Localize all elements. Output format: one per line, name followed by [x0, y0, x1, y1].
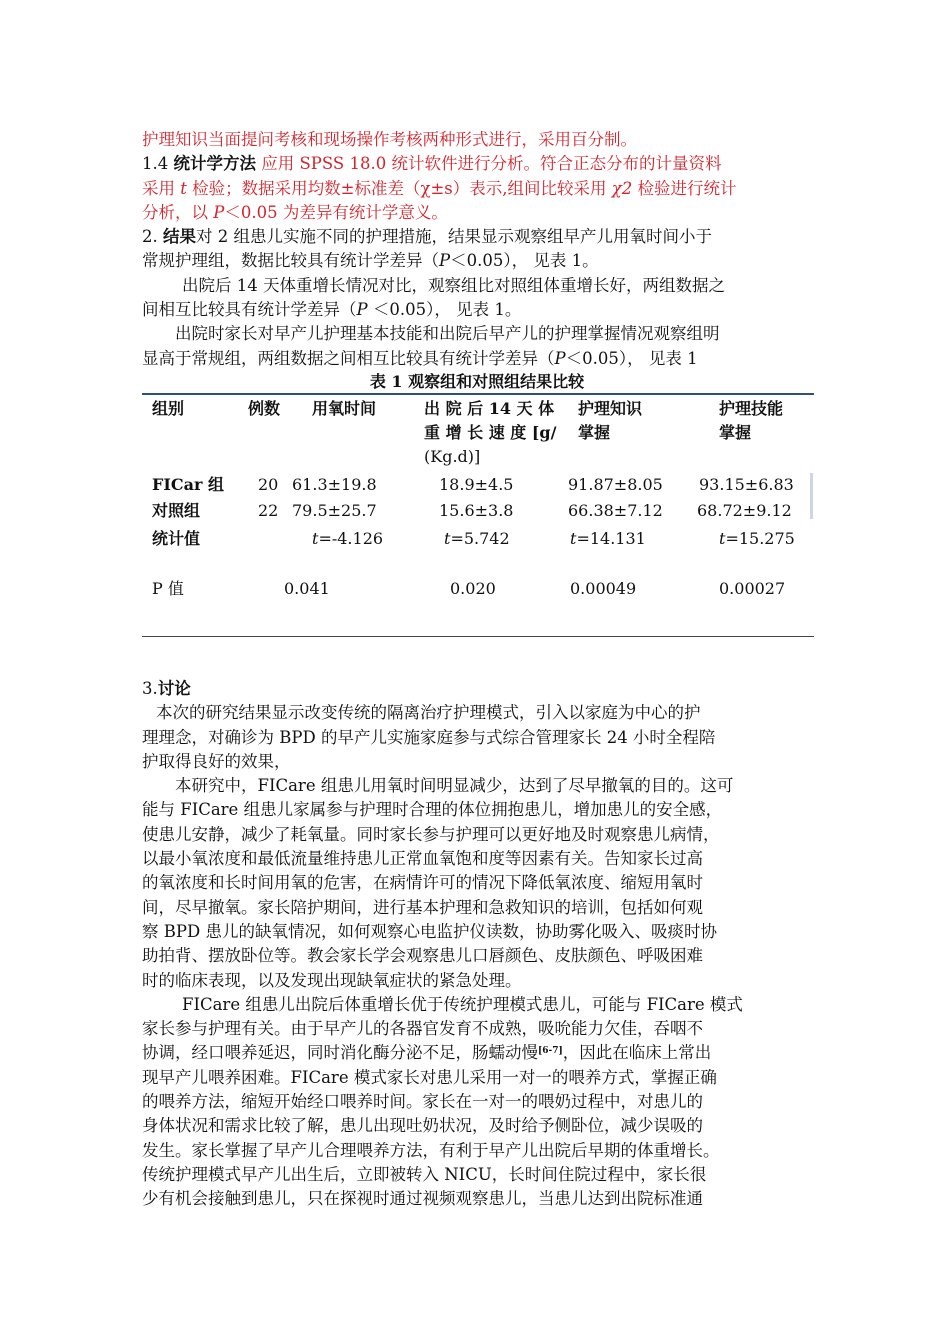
discussion-p3-line: 的喂养方法，缩短开始经口喂养时间。家长在一对一的喂奶过程中，对患儿的	[142, 1092, 703, 1112]
p-symbol: P	[554, 348, 566, 368]
row1-count: 20	[258, 474, 279, 494]
p-symbol: P	[439, 251, 451, 271]
section-1-4-line3	[142, 201, 812, 225]
section-2-p2-line2	[142, 298, 812, 322]
row2-group: 对照组	[152, 500, 201, 520]
stat-skill	[719, 527, 795, 551]
results-table	[142, 393, 814, 639]
discussion-p3-line: 传统护理模式早产儿出生后，立即被转入 NICU，长时间住院过程中，家长很	[142, 1164, 707, 1184]
t-symbol: t	[570, 528, 577, 548]
stat-knowledge	[570, 527, 646, 551]
text-run: 检验；数据采用均数±标准差（χ±s）表示,组间比较采用	[186, 178, 612, 198]
discussion-p3-line: 家长参与护理有关。由于早产儿的各器官发育不成熟，吸吮能力欠佳，吞咽不	[142, 1019, 703, 1039]
citation-ref: [6-7]	[538, 1046, 563, 1057]
section-2-line2	[142, 249, 812, 273]
discussion-p3-line: 现早产儿喂养困难。FICare 模式家长对患儿采用一对一的喂养方式，掌握正确	[142, 1067, 717, 1087]
stat-value: =5.742	[450, 528, 510, 548]
chi-symbol: χ2	[611, 178, 633, 198]
stat-oxygen	[312, 527, 383, 551]
section-1-4-line1	[142, 152, 812, 176]
header-knowledge-line2: 掌握	[578, 422, 611, 442]
row1-group: FICar 组	[152, 474, 224, 494]
discussion-p2-line: 察 BPD 患儿的缺氧情况，如何观察心电监护仪读数，协助雾化吸入、吸痰时协	[142, 921, 717, 941]
text-run: ＜0.05）， 见表 1	[565, 348, 698, 368]
discussion-p3-line: FICare 组患儿出院后体重增长优于传统护理模式患儿，可能与 FICare 模式	[182, 994, 743, 1014]
table-bottom-rule	[142, 636, 814, 637]
discussion-p2-line: 使患儿安静，减少了耗氧量。同时家长参与护理可以更好地及时观察患儿病情，	[142, 824, 720, 844]
section-2-number: 2.	[142, 227, 163, 247]
text-run: 检验进行统计	[632, 178, 737, 198]
discussion-p3-line	[142, 1041, 812, 1065]
section-1-4-title: 统计学方法	[173, 154, 256, 174]
text-run: ＜0.05）， 见表 1。	[367, 300, 522, 320]
p-symbol: P	[356, 300, 368, 320]
table-side-marker	[810, 473, 813, 519]
section-3-number: 3.	[142, 678, 158, 698]
p-symbol: P	[213, 202, 225, 222]
header-weight-text: 重 增 长 速 度 [g/	[424, 422, 557, 442]
section-1-4-text1: 应用 SPSS 18.0 统计软件进行分析。符合正态分布的计量资料	[256, 154, 722, 174]
section-2-line1	[142, 225, 812, 249]
section-2-p2-line1: 出院后 14 天体重增长情况对比，观察组比对照组体重增长好，两组数据之	[182, 275, 725, 295]
row1-skill: 93.15±6.83	[699, 474, 794, 494]
p-knowledge: 0.00049	[570, 578, 637, 598]
stat-weight	[444, 527, 510, 551]
discussion-p2-line: 助拍背、摆放卧位等。教会家长学会观察患儿口唇颜色、皮肤颜色、呼吸困难	[142, 946, 703, 966]
text-run: 显高于常规组，两组数据之间相互比较具有统计学差异（	[142, 348, 555, 368]
header-weight-line1: 出 院 后 14 天 体	[424, 398, 555, 418]
section-1-4-line2	[142, 177, 812, 201]
discussion-p2-line: 能与 FICare 组患儿家属参与护理时合理的体位拥抱患儿，增加患儿的安全感，	[142, 800, 723, 820]
row2-knowledge: 66.38±7.12	[568, 500, 663, 520]
stat-value: =14.131	[576, 528, 646, 548]
section-3-title: 讨论	[157, 678, 191, 698]
document-page	[142, 128, 812, 1212]
header-skill-line1: 护理技能	[719, 398, 784, 418]
t-symbol: t	[719, 528, 726, 548]
stat-value: =-4.126	[318, 528, 384, 548]
stat-label: 统计值	[152, 528, 201, 548]
text-run: 分析，以	[142, 202, 214, 222]
discussion-p1-line: 护取得良好的效果，	[142, 751, 291, 771]
discussion-p2-line: 本研究中，FICare 组患儿用氧时间明显减少，达到了尽早撤氧的目的。这可	[175, 776, 734, 796]
header-group: 组别	[152, 398, 185, 418]
header-oxygen: 用氧时间	[312, 398, 377, 418]
section-3-heading	[142, 677, 812, 701]
header-weight-line2	[424, 421, 556, 445]
stat-value: =15.275	[725, 528, 795, 548]
p-label: P 值	[152, 578, 184, 598]
section-2-title: 结果	[163, 227, 196, 247]
row1-oxygen: 61.3±19.8	[292, 474, 377, 494]
t-symbol: t	[180, 178, 187, 198]
row2-weight: 15.6±3.8	[439, 500, 514, 520]
header-skill-line2: 掌握	[719, 422, 752, 442]
p-skill: 0.00027	[719, 578, 786, 598]
discussion-p2-line: 以最小氧浓度和最低流量维持患儿正常血氧饱和度等因素有关。告知家长过高	[142, 849, 703, 869]
header-weight-line3: (Kg.d)]	[424, 446, 481, 466]
text-run: 协调，经口喂养延迟，同时消化酶分泌不足，肠蠕动慢	[142, 1043, 538, 1063]
table-caption: 表 1 观察组和对照组结果比较	[369, 371, 585, 391]
text-run: ＜0.05）， 见表 1。	[450, 251, 599, 271]
row1-weight: 18.9±4.5	[439, 474, 514, 494]
t-symbol: t	[312, 528, 319, 548]
row2-count: 22	[258, 500, 279, 520]
discussion-p2-line: 间，尽早撤氧。家长陪护期间，进行基本护理和急救知识的培训，包括如何观	[142, 897, 703, 917]
text-run: 间相互比较具有统计学差异（	[142, 300, 357, 320]
discussion-p2-line: 时的临床表现，以及发现出现缺氧症状的紧急处理。	[142, 970, 522, 990]
p-oxygen: 0.041	[284, 578, 330, 598]
p-weight: 0.020	[450, 578, 496, 598]
table-top-rule	[142, 393, 814, 395]
text-run: 常规护理组，数据比较具有统计学差异（	[142, 251, 439, 271]
section-2-p3-line1: 出院时家长对早产儿护理基本技能和出院后早产儿的护理掌握情况观察组明	[175, 324, 720, 344]
section-2-p3-line2	[142, 347, 812, 371]
header-count: 例数	[248, 398, 281, 418]
row1-knowledge: 91.87±8.05	[568, 474, 663, 494]
text-run: 对 2 组患儿实施不同的护理措施，结果显示观察组早产儿用氧时间小于	[196, 227, 712, 247]
text-run: ＜0.05 为差异有统计学意义。	[224, 202, 448, 222]
text-run: ，因此在临床上常出	[562, 1043, 712, 1063]
row2-skill: 68.72±9.12	[697, 500, 792, 520]
text-run: 采用	[142, 178, 181, 198]
discussion-p1-line: 本次的研究结果显示改变传统的隔离治疗护理模式，引入以家庭为中心的护	[156, 703, 701, 723]
t-symbol: t	[444, 528, 451, 548]
section-1-4-number: 1.4	[142, 154, 174, 174]
row2-oxygen: 79.5±25.7	[292, 500, 377, 520]
discussion-p3-line: 少有机会接触到患儿，只在探视时通过视频观察患儿，当患儿达到出院标准通	[142, 1189, 703, 1209]
discussion-p1-line: 理理念，对确诊为 BPD 的早产儿实施家庭参与式综合管理家长 24 小时全程陪	[142, 727, 716, 747]
spacer	[142, 639, 812, 677]
discussion-p2-line: 的氧浓度和长时间用氧的危害，在病情许可的情况下降低氧浓度、缩短用氧时	[142, 873, 703, 893]
discussion-p3-line: 发生。家长掌握了早产儿合理喂养方法，有利于早产儿出院后早期的体重增长。	[142, 1140, 720, 1160]
discussion-p3-line: 身体状况和需求比较了解，患儿出现吐奶状况，及时给予侧卧位，减少误吸的	[142, 1116, 703, 1136]
header-knowledge-line1: 护理知识	[578, 398, 643, 418]
intro-line: 护理知识当面提问考核和现场操作考核两种形式进行，采用百分制。	[142, 130, 637, 149]
